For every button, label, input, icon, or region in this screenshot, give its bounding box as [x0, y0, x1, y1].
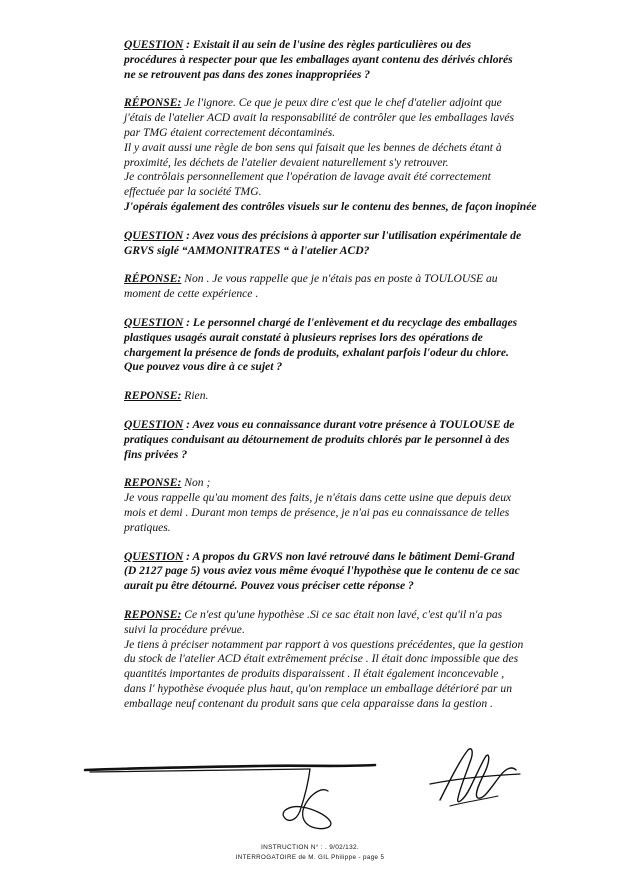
- answer-block: [124, 608, 582, 712]
- text-line: RÉPONSE: Non . Je vous rappelle que je n'étais pas en poste à TOULOUSE au: [124, 272, 498, 286]
- signature-right: [420, 740, 530, 825]
- text-line: suivi la procédure prévue.: [124, 622, 245, 636]
- text-line: J'opérais également des contrôles visuels sur le contenu des bennes, de façon inopinée: [124, 199, 537, 213]
- text-line: (D 2127 page 5) vous aviez vous même évoqué l'hypothèse que le contenu de ce sac: [124, 564, 520, 578]
- text-line: REPONSE: Ce n'est qu'une hypothèse .Si ce sac était non lavé, c'est qu'il n'a pas: [124, 607, 503, 621]
- question-label: QUESTION: [124, 549, 184, 563]
- text-line: moment de cette expérience .: [124, 287, 259, 301]
- text-line: RÉPONSE: Je l'ignore. Ce que je peux dire c'est que le chef d'atelier adjoint que: [124, 96, 502, 110]
- text-line: Je contrôlais personnellement que l'opération de lavage avait été correctement: [124, 170, 491, 184]
- text-line: quantités importantes de produits disparaissent . Il était également inconcevable ,: [124, 667, 505, 681]
- text-line: QUESTION : Avez vous des précisions à apporter sur l'utilisation expérimentale de: [124, 228, 522, 242]
- question-block: [124, 550, 582, 594]
- text-line: j'étais de l'atelier ACD avait la responsabilité de contrôler que les emballages lavés: [124, 111, 515, 125]
- question-label: QUESTION: [124, 315, 184, 329]
- text-line: procédures à respecter pour que les emballages ayant contenu des dérivés chlorés: [124, 52, 513, 66]
- text-line: Il y avait aussi une règle de bon sens qui faisait que les bennes de déchets étant à: [124, 140, 502, 154]
- question-block: [124, 229, 582, 259]
- answer-label: REPONSE:: [124, 389, 182, 403]
- answer-label: REPONSE:: [124, 607, 182, 621]
- text-line: QUESTION : Le personnel chargé de l'enlèvement et du recyclage des emballages: [124, 315, 518, 329]
- text-line: REPONSE: Non ;: [124, 476, 211, 490]
- question-label: QUESTION: [124, 417, 184, 431]
- text-line: Je tiens à préciser notamment par rapport à vos questions précédentes, que la gestion: [124, 637, 524, 651]
- question-block: [124, 38, 582, 82]
- text-line: dans l' hypothèse évoquée plus haut, qu'on remplace un emballage détérioré par un: [124, 681, 513, 695]
- text-line: chargement la présence de fonds de produits, exhalant parfois l'odeur du chlore.: [124, 345, 509, 359]
- text-line: Que pouvez vous dire à ce sujet ?: [124, 360, 283, 374]
- text-line: du stock de l'atelier ACD était extrêmement précise . Il était donc impossible que des: [124, 652, 519, 666]
- text-line: effectuée par la société TMG.: [124, 185, 262, 199]
- text-line: QUESTION : A propos du GRVS non lavé retrouvé dans le bâtiment Demi-Grand: [124, 549, 515, 563]
- text-line: plastiques usagés aurait constaté à plusieurs reprises lors des opérations de: [124, 330, 483, 344]
- answer-block: [124, 272, 582, 302]
- text-line: QUESTION : Existait il au sein de l'usine des règles particulières ou des: [124, 38, 472, 51]
- text-line: Je vous rappelle qu'au moment des faits, je n'étais dans cette usine que depuis deux: [124, 491, 512, 505]
- text-line: proximité, les déchets de l'atelier devaient naturellement s'y retrouver.: [124, 155, 449, 169]
- question-block: [124, 316, 582, 375]
- text-line: GRVS siglé “AMMONITRATES “ à l'atelier ACD?: [124, 243, 370, 257]
- text-line: aurait pu être détourné. Pouvez vous préciser cette réponse ?: [124, 579, 414, 593]
- answer-label: REPONSE:: [124, 476, 182, 490]
- text-line: ne se retrouvent pas dans des zones inappropriées ?: [124, 67, 371, 81]
- text-line: par TMG étaient correctement décontaminés.: [124, 125, 336, 139]
- footer-instruction: INSTRUCTION N° : . 9/02/132.: [260, 844, 360, 851]
- text-line: QUESTION : Avez vous eu connaissance durant votre présence à TOULOUSE de: [124, 417, 515, 431]
- text-line: pratiques.: [124, 520, 171, 534]
- text-line: mois et demi . Durant mon temps de présence, je n'ai pas eu connaissance de telles: [124, 505, 510, 519]
- text-line: REPONSE: Rien.: [124, 389, 209, 403]
- text-line: emballage neuf contenant du produit sans que cela apparaisse dans la gestion .: [124, 696, 493, 710]
- interrogation-text: [124, 38, 582, 725]
- text-line: fins privées ?: [124, 447, 188, 461]
- answer-block: [124, 96, 582, 214]
- answer-block: [124, 389, 582, 404]
- footer-interrogatoire: INTERROGATOIRE de M. GIL Philippe - page 5: [235, 854, 385, 861]
- signature-left: [270, 765, 350, 835]
- answer-label: RÉPONSE:: [124, 272, 182, 286]
- question-block: [124, 418, 582, 462]
- answer-block: [124, 476, 582, 535]
- answer-label: RÉPONSE:: [124, 96, 182, 110]
- text-line: pratiques conduisant au détournement de produits chlorés par le personnel à des: [124, 432, 510, 446]
- question-label: QUESTION: [124, 228, 184, 242]
- question-label: QUESTION: [124, 38, 184, 51]
